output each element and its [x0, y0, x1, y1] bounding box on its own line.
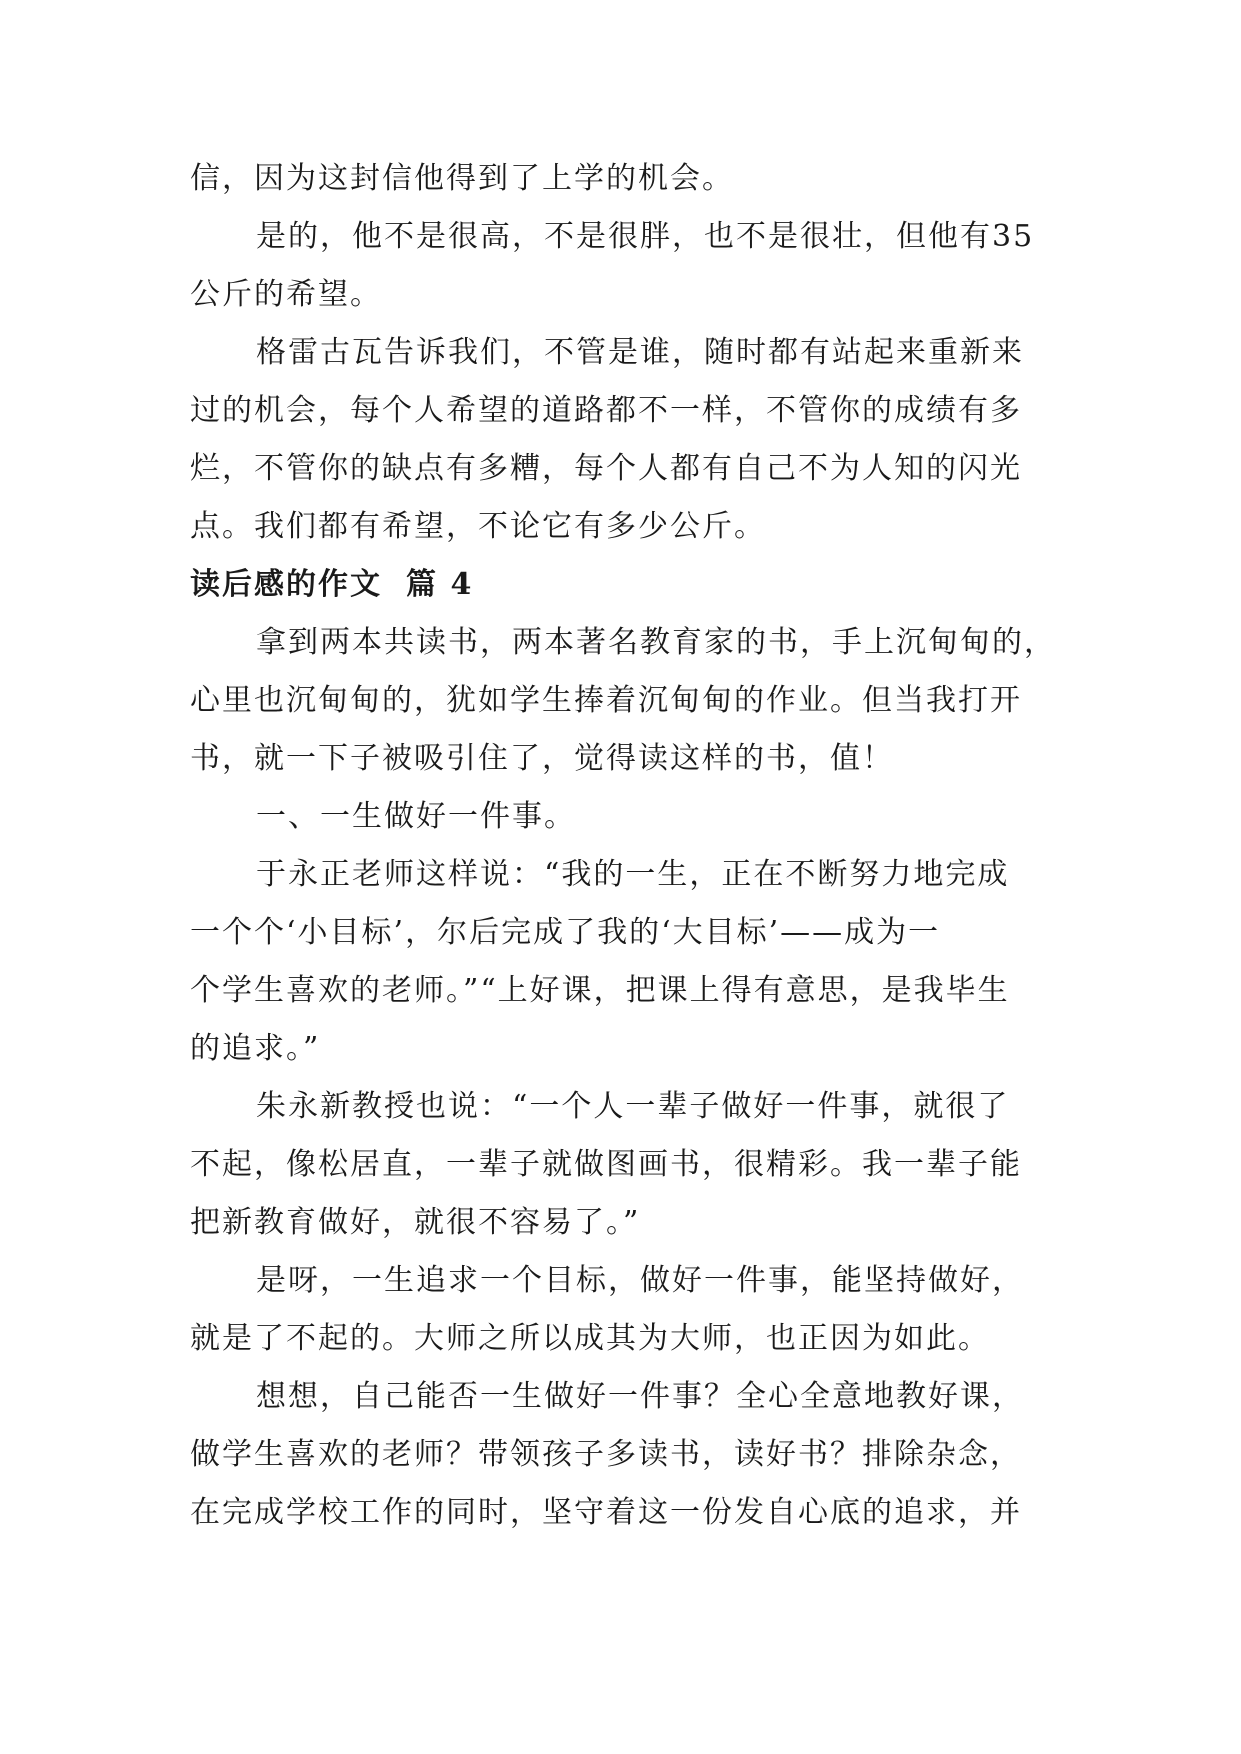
- section-number: 篇 4: [406, 567, 474, 602]
- paragraph: 是的，他不是很高，不是很胖，也不是很壮，但他有35 公斤的希望。: [190, 219, 1035, 312]
- paragraph: 拿到两本共读书，两本著名教育家的书，手上沉甸甸的， 心里也沉甸甸的，犹如学生捧着沉甸甸的作业。但当我打开 书，就一下子被吸引住了，觉得读这样的书，值！: [190, 625, 1056, 776]
- paragraph: 是呀，一生追求一个目标，做好一件事，能坚持做好， 就是了不起的。大师之所以成其为大师，也正因为如此。: [190, 1263, 1024, 1356]
- paragraph: 想想，自己能否一生做好一件事？全心全意地教好课， 做学生喜欢的老师？带领孩子多读书，读好书？排除杂念， 在完成学校工作的同时，坚守着这一份发自心底的追求，并: [190, 1379, 1024, 1530]
- document-page: [190, 150, 1060, 1542]
- paragraph: 于永正老师这样说：“我的一生，正在不断努力地完成 一个个‘小目标’，尔后完成了我的‘大目标’——成为一 个学生喜欢的老师。”“上好课，把课上得有意思，是我毕生 的追求。”: [190, 857, 1010, 1066]
- paragraph: 信，因为这封信他得到了上学的机会。: [190, 161, 734, 196]
- section-title: 读后感的作文: [190, 567, 382, 602]
- paragraph: 朱永新教授也说：“一个人一辈子做好一件事，就很了 不起，像松居直，一辈子就做图画书，很精彩。我一辈子能 把新教育做好，就很不容易了。”: [190, 1089, 1022, 1240]
- section-heading: [190, 556, 1060, 614]
- paragraph: 一、一生做好一件事。: [256, 799, 576, 834]
- paragraph: 格雷古瓦告诉我们，不管是谁，随时都有站起来重新来 过的机会，每个人希望的道路都不一样，不管你的成绩有多 烂，不管你的缺点有多糟，每个人都有自己不为人知的闪光 点。我们都有希望，不论它有多少公斤。: [190, 335, 1024, 544]
